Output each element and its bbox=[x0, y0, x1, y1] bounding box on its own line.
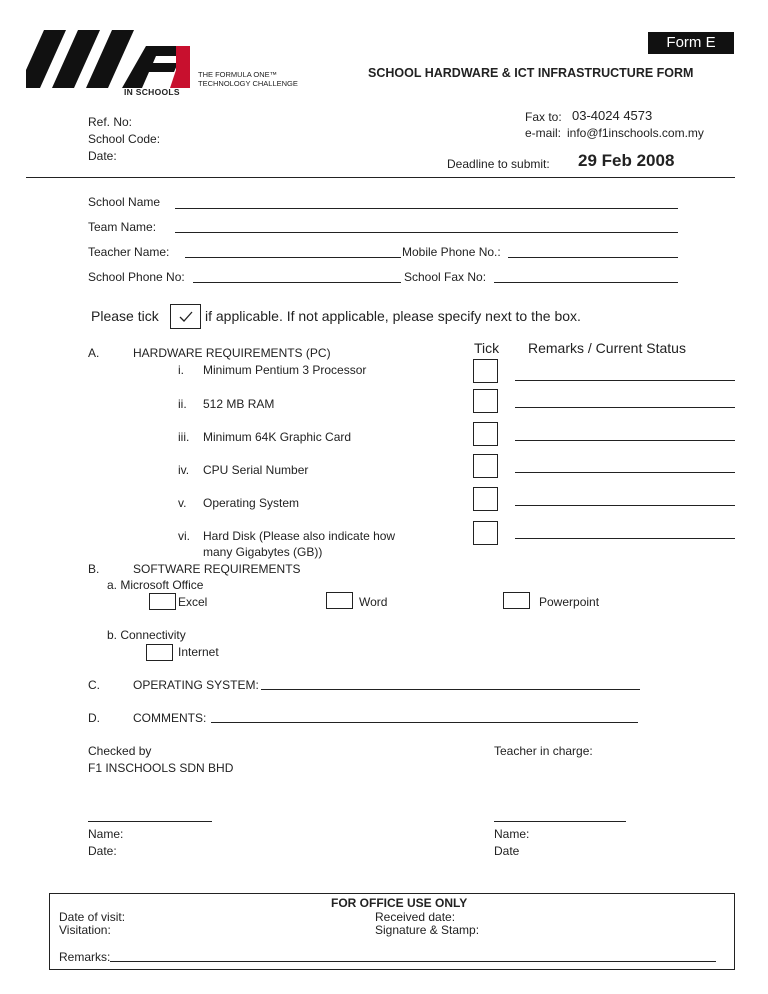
company-name: F1 INSCHOOLS SDN BHD bbox=[88, 761, 234, 775]
school-name-label: School Name bbox=[88, 195, 161, 209]
section-b-title: SOFTWARE REQUIREMENTS bbox=[133, 562, 301, 576]
hw-item-label-cont: many Gigabytes (GB)) bbox=[203, 545, 323, 559]
remarks-label: Remarks: bbox=[59, 950, 111, 964]
hw-item-label: 512 MB RAM bbox=[203, 397, 275, 411]
mobile-phone-field[interactable] bbox=[508, 257, 678, 258]
signature-line-left[interactable] bbox=[88, 821, 212, 822]
header-divider bbox=[26, 177, 735, 178]
name-right-label: Name: bbox=[494, 827, 530, 841]
hw-item-label: CPU Serial Number bbox=[203, 463, 309, 477]
hw-item-label: Operating System bbox=[203, 496, 300, 510]
hw-tick-box-graphic-card[interactable] bbox=[473, 422, 498, 446]
hw-tick-box-hard-disk[interactable] bbox=[473, 521, 498, 545]
sw-sub-b-label: b. Connectivity bbox=[107, 628, 186, 642]
visitation-label: Visitation: bbox=[59, 923, 111, 937]
hw-item-number: iii. bbox=[178, 430, 190, 444]
internet-checkbox[interactable] bbox=[146, 644, 173, 661]
hw-item-number: ii. bbox=[178, 397, 187, 411]
operating-system-field[interactable] bbox=[261, 689, 640, 690]
team-name-label: Team Name: bbox=[88, 220, 157, 234]
school-fax-field[interactable] bbox=[494, 282, 678, 283]
school-phone-field[interactable] bbox=[193, 282, 401, 283]
school-phone-label: School Phone No: bbox=[88, 270, 185, 284]
excel-label: Excel bbox=[178, 595, 208, 609]
internet-label: Internet bbox=[178, 645, 219, 659]
mobile-phone-label: Mobile Phone No.: bbox=[402, 245, 501, 259]
section-b-letter: B. bbox=[88, 562, 100, 576]
email-value: info@f1inschools.com.my bbox=[567, 126, 704, 140]
section-c-letter: C. bbox=[88, 678, 100, 692]
deadline-value: 29 Feb 2008 bbox=[578, 151, 675, 170]
ref-no-label: Ref. No: bbox=[88, 115, 133, 129]
signature-line-right[interactable] bbox=[494, 821, 626, 822]
teacher-name-field[interactable] bbox=[185, 257, 401, 258]
checked-by-label: Checked by bbox=[88, 744, 152, 758]
date-label: Date: bbox=[88, 149, 117, 163]
checkmark-icon bbox=[171, 305, 200, 328]
form-title: SCHOOL HARDWARE & ICT INFRASTRUCTURE FORM bbox=[368, 66, 694, 80]
remarks-field[interactable] bbox=[110, 961, 716, 962]
received-date-label: Received date: bbox=[375, 910, 456, 924]
word-label: Word bbox=[359, 595, 388, 609]
date-right-label: Date bbox=[494, 844, 520, 858]
date-left-label: Date: bbox=[88, 844, 117, 858]
teacher-in-charge-label: Teacher in charge: bbox=[494, 744, 593, 758]
word-checkbox[interactable] bbox=[326, 592, 353, 609]
deadline-label: Deadline to submit: bbox=[447, 157, 550, 171]
hw-item-label: Minimum 64K Graphic Card bbox=[203, 430, 352, 444]
hw-remarks-graphic-card[interactable] bbox=[515, 440, 735, 441]
sw-sub-a-label: a. Microsoft Office bbox=[107, 578, 204, 592]
form-badge: Form E bbox=[648, 32, 734, 54]
section-d-letter: D. bbox=[88, 711, 100, 725]
fax-value: 03-4024 4573 bbox=[572, 108, 653, 123]
hw-tick-box-ram[interactable] bbox=[473, 389, 498, 413]
excel-checkbox[interactable] bbox=[149, 593, 176, 610]
hw-remarks-processor[interactable] bbox=[515, 380, 735, 381]
instruction-after: if applicable. If not applicable, please specify next to the box. bbox=[205, 308, 581, 324]
office-use-title: FOR OFFICE USE ONLY bbox=[331, 896, 468, 910]
instruction-before: Please tick bbox=[91, 308, 159, 324]
name-left-label: Name: bbox=[88, 827, 124, 841]
school-fax-label: School Fax No: bbox=[404, 270, 487, 284]
powerpoint-checkbox[interactable] bbox=[503, 592, 530, 609]
hw-item-number: v. bbox=[178, 496, 187, 510]
hw-item-number: i. bbox=[178, 363, 184, 377]
powerpoint-label: Powerpoint bbox=[539, 595, 600, 609]
hw-tick-box-cpu-serial[interactable] bbox=[473, 454, 498, 478]
hw-remarks-ram[interactable] bbox=[515, 407, 735, 408]
hw-remarks-os[interactable] bbox=[515, 505, 735, 506]
hw-remarks-hard-disk[interactable] bbox=[515, 538, 735, 539]
hw-item-number: iv. bbox=[178, 463, 190, 477]
hw-item-label: Minimum Pentium 3 Processor bbox=[203, 363, 367, 377]
tick-header: Tick bbox=[474, 340, 500, 356]
teacher-name-label: Teacher Name: bbox=[88, 245, 170, 259]
signature-stamp-label: Signature & Stamp: bbox=[375, 923, 480, 937]
fax-label: Fax to: bbox=[525, 110, 562, 124]
logo-subtitle: IN SCHOOLS bbox=[124, 87, 180, 97]
school-name-field[interactable] bbox=[175, 208, 678, 209]
section-c-title: OPERATING SYSTEM: bbox=[133, 678, 259, 692]
hw-tick-box-os[interactable] bbox=[473, 487, 498, 511]
section-a-letter: A. bbox=[88, 346, 100, 360]
hw-item-number: vi. bbox=[178, 529, 190, 543]
example-tick-box bbox=[170, 304, 201, 329]
comments-field[interactable] bbox=[211, 722, 638, 723]
date-of-visit-label: Date of visit: bbox=[59, 910, 126, 924]
hw-tick-box-processor[interactable] bbox=[473, 359, 498, 383]
section-a-title: HARDWARE REQUIREMENTS (PC) bbox=[133, 346, 331, 360]
section-d-title: COMMENTS: bbox=[133, 711, 207, 725]
email-label: e-mail: bbox=[525, 126, 562, 140]
team-name-field[interactable] bbox=[175, 232, 678, 233]
remarks-header: Remarks / Current Status bbox=[528, 340, 686, 356]
school-code-label: School Code: bbox=[88, 132, 161, 146]
hw-item-label: Hard Disk (Please also indicate how bbox=[203, 529, 396, 543]
hw-remarks-cpu-serial[interactable] bbox=[515, 472, 735, 473]
logo-tagline: THE FORMULA ONE™ TECHNOLOGY CHALLENGE bbox=[198, 70, 298, 88]
